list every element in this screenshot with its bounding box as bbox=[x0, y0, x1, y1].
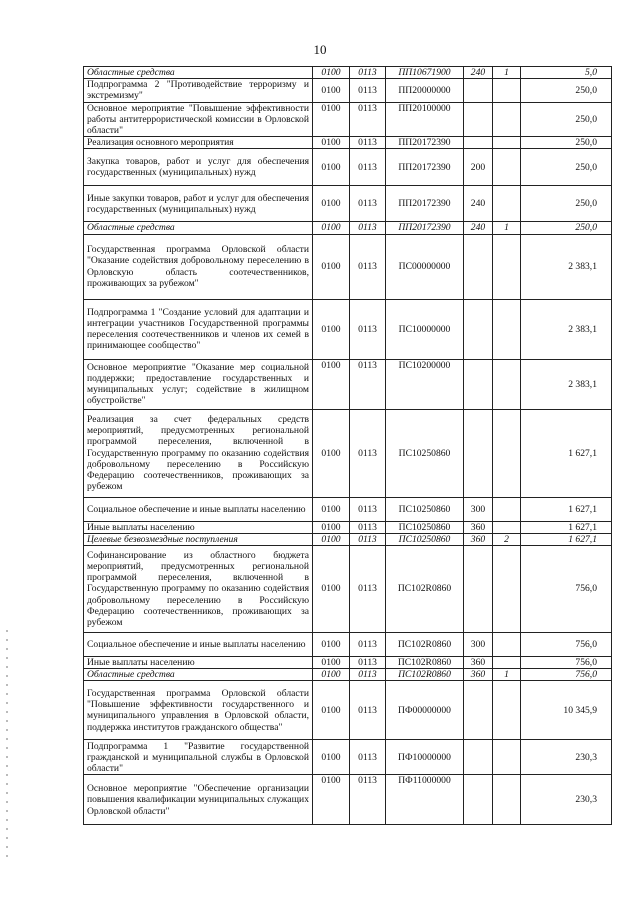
row-name: Основное мероприятие "Оказание мер социальной поддержки; предоставление государственных и муниципальных услуг; содействие в жилищном обустройстве" bbox=[84, 359, 313, 409]
table-row bbox=[84, 409, 612, 497]
row-name: Государственная программа Орловской области "Повышение эффективности государственного и муниципального управления в Орловской области, поддержка институтов гражданского общества" bbox=[84, 681, 313, 740]
section-code: 0100 bbox=[313, 533, 350, 545]
target-article-code: ПФ11000000 bbox=[386, 775, 464, 825]
scan-edge-marks bbox=[6, 630, 8, 860]
expense-type-code: 300 bbox=[464, 633, 493, 657]
table-row bbox=[84, 497, 612, 521]
row-name: Социальное обеспечение и иные выплаты населению bbox=[84, 633, 313, 657]
budget-table bbox=[83, 66, 612, 825]
section-code: 0100 bbox=[313, 546, 350, 633]
section-code: 0100 bbox=[313, 409, 350, 497]
target-article-code: ПП20172390 bbox=[386, 186, 464, 222]
section-code: 0100 bbox=[313, 222, 350, 234]
subsection-code: 0113 bbox=[350, 633, 386, 657]
subsection-code: 0113 bbox=[350, 186, 386, 222]
amount: 250,0 bbox=[521, 222, 612, 234]
subsection-code: 0113 bbox=[350, 533, 386, 545]
expense-type-code bbox=[464, 546, 493, 633]
amount: 250,0 bbox=[521, 79, 612, 102]
section-code: 0100 bbox=[313, 521, 350, 533]
expense-type-code: 240 bbox=[464, 222, 493, 234]
target-article-code: ПС10250860 bbox=[386, 497, 464, 521]
target-article-code: ПС102R0860 bbox=[386, 633, 464, 657]
section-code: 0100 bbox=[313, 186, 350, 222]
funding-source-code bbox=[493, 681, 521, 740]
row-name: Основное мероприятие "Повышение эффективности работы антитеррористической комиссии в Орловской области" bbox=[84, 102, 313, 137]
funding-source-code: 2 bbox=[493, 533, 521, 545]
amount: 1 627,1 bbox=[521, 521, 612, 533]
table-row bbox=[84, 681, 612, 740]
expense-type-code bbox=[464, 234, 493, 299]
subsection-code: 0113 bbox=[350, 137, 386, 149]
target-article-code: ПФ10000000 bbox=[386, 740, 464, 775]
target-article-code: ПП10671900 bbox=[386, 67, 464, 79]
subsection-code: 0113 bbox=[350, 657, 386, 669]
target-article-code: ПП20000000 bbox=[386, 79, 464, 102]
amount: 10 345,9 bbox=[521, 681, 612, 740]
row-name: Государственная программа Орловской области "Оказание содействия добровольному переселению в Орловскую область соотечественников, проживающих за рубежом" bbox=[84, 234, 313, 299]
section-code: 0100 bbox=[313, 137, 350, 149]
budget-table-body bbox=[84, 67, 612, 825]
section-code: 0100 bbox=[313, 67, 350, 79]
amount: 756,0 bbox=[521, 546, 612, 633]
expense-type-code: 360 bbox=[464, 533, 493, 545]
row-name: Областные средства bbox=[84, 222, 313, 234]
amount: 756,0 bbox=[521, 657, 612, 669]
target-article-code: ПФ00000000 bbox=[386, 681, 464, 740]
expense-type-code: 200 bbox=[464, 149, 493, 186]
target-article-code: ПС10250860 bbox=[386, 533, 464, 545]
funding-source-code: 1 bbox=[493, 669, 521, 681]
funding-source-code bbox=[493, 409, 521, 497]
amount: 230,3 bbox=[521, 740, 612, 775]
funding-source-code bbox=[493, 79, 521, 102]
section-code: 0100 bbox=[313, 234, 350, 299]
amount: 250,0 bbox=[521, 186, 612, 222]
row-name: Иные выплаты населению bbox=[84, 657, 313, 669]
expense-type-code bbox=[464, 299, 493, 359]
target-article-code: ПС10200000 bbox=[386, 359, 464, 409]
row-name: Социальное обеспечение и иные выплаты населению bbox=[84, 497, 313, 521]
target-article-code: ПП20100000 bbox=[386, 102, 464, 137]
funding-source-code bbox=[493, 521, 521, 533]
target-article-code: ПС10000000 bbox=[386, 299, 464, 359]
table-row bbox=[84, 149, 612, 186]
funding-source-code bbox=[493, 497, 521, 521]
funding-source-code bbox=[493, 137, 521, 149]
expense-type-code: 300 bbox=[464, 497, 493, 521]
amount: 1 627,1 bbox=[521, 497, 612, 521]
subsection-code: 0113 bbox=[350, 79, 386, 102]
table-row bbox=[84, 67, 612, 79]
row-name: Целевые безвозмездные поступления bbox=[84, 533, 313, 545]
section-code: 0100 bbox=[313, 775, 350, 825]
page-number: 10 bbox=[313, 42, 327, 57]
expense-type-code bbox=[464, 681, 493, 740]
table-row bbox=[84, 234, 612, 299]
amount: 2 383,1 bbox=[521, 234, 612, 299]
subsection-code: 0113 bbox=[350, 740, 386, 775]
subsection-code: 0113 bbox=[350, 681, 386, 740]
subsection-code: 0113 bbox=[350, 775, 386, 825]
amount: 2 383,1 bbox=[521, 299, 612, 359]
amount: 756,0 bbox=[521, 669, 612, 681]
target-article-code: ПС102R0860 bbox=[386, 546, 464, 633]
table-row bbox=[84, 775, 612, 825]
subsection-code: 0113 bbox=[350, 102, 386, 137]
table-row bbox=[84, 546, 612, 633]
expense-type-code bbox=[464, 359, 493, 409]
row-name: Подпрограмма 1 "Развитие государственной гражданской и муниципальной службы в Орловской области" bbox=[84, 740, 313, 775]
expense-type-code: 240 bbox=[464, 186, 493, 222]
funding-source-code bbox=[493, 657, 521, 669]
section-code: 0100 bbox=[313, 633, 350, 657]
section-code: 0100 bbox=[313, 79, 350, 102]
funding-source-code: 1 bbox=[493, 67, 521, 79]
expense-type-code bbox=[464, 102, 493, 137]
row-name: Иные выплаты населению bbox=[84, 521, 313, 533]
target-article-code: ПС00000000 bbox=[386, 234, 464, 299]
section-code: 0100 bbox=[313, 740, 350, 775]
subsection-code: 0113 bbox=[350, 222, 386, 234]
expense-type-code bbox=[464, 740, 493, 775]
table-row bbox=[84, 222, 612, 234]
table-row bbox=[84, 186, 612, 222]
funding-source-code bbox=[493, 775, 521, 825]
subsection-code: 0113 bbox=[350, 497, 386, 521]
row-name: Иные закупки товаров, работ и услуг для обеспечения государственных (муниципальных) нужд bbox=[84, 186, 313, 222]
amount: 250,0 bbox=[521, 137, 612, 149]
table-row bbox=[84, 669, 612, 681]
subsection-code: 0113 bbox=[350, 149, 386, 186]
target-article-code: ПС102R0860 bbox=[386, 657, 464, 669]
amount: 1 627,1 bbox=[521, 533, 612, 545]
target-article-code: ПП20172390 bbox=[386, 137, 464, 149]
section-code: 0100 bbox=[313, 497, 350, 521]
amount: 1 627,1 bbox=[521, 409, 612, 497]
funding-source-code bbox=[493, 740, 521, 775]
expense-type-code bbox=[464, 137, 493, 149]
funding-source-code bbox=[493, 234, 521, 299]
table-row bbox=[84, 633, 612, 657]
target-article-code: ПП20172390 bbox=[386, 149, 464, 186]
subsection-code: 0113 bbox=[350, 521, 386, 533]
expense-type-code: 360 bbox=[464, 669, 493, 681]
table-row bbox=[84, 102, 612, 137]
subsection-code: 0113 bbox=[350, 359, 386, 409]
subsection-code: 0113 bbox=[350, 67, 386, 79]
table-row bbox=[84, 521, 612, 533]
expense-type-code bbox=[464, 409, 493, 497]
section-code: 0100 bbox=[313, 681, 350, 740]
section-code: 0100 bbox=[313, 102, 350, 137]
amount: 756,0 bbox=[521, 633, 612, 657]
subsection-code: 0113 bbox=[350, 234, 386, 299]
target-article-code: ПС10250860 bbox=[386, 409, 464, 497]
row-name: Реализация основного мероприятия bbox=[84, 137, 313, 149]
funding-source-code bbox=[493, 102, 521, 137]
target-article-code: ПП20172390 bbox=[386, 222, 464, 234]
funding-source-code bbox=[493, 299, 521, 359]
funding-source-code bbox=[493, 633, 521, 657]
section-code: 0100 bbox=[313, 149, 350, 186]
section-code: 0100 bbox=[313, 669, 350, 681]
expense-type-code: 360 bbox=[464, 657, 493, 669]
row-name: Областные средства bbox=[84, 669, 313, 681]
amount: 250,0 bbox=[521, 149, 612, 186]
amount: 5,0 bbox=[521, 67, 612, 79]
row-name: Софинансирование из областного бюджета мероприятий, предусмотренных региональной программой переселения, включенной в Государственную программу по оказанию содействия добровольному переселению в Российскую Федерацию соотечественников, проживающих за рубежом bbox=[84, 546, 313, 633]
table-row bbox=[84, 657, 612, 669]
subsection-code: 0113 bbox=[350, 546, 386, 633]
section-code: 0100 bbox=[313, 299, 350, 359]
row-name: Основное мероприятие "Обеспечение организации повышения квалификации муниципальных служащих Орловской области" bbox=[84, 775, 313, 825]
row-name: Подпрограмма 1 "Создание условий для адаптации и интеграции участников Государственной программы переселения соотечественников и членов их семей в принимающее сообщество" bbox=[84, 299, 313, 359]
row-name: Подпрограмма 2 "Противодействие терроризму и экстремизму" bbox=[84, 79, 313, 102]
table-row bbox=[84, 299, 612, 359]
table-row bbox=[84, 137, 612, 149]
row-name: Областные средства bbox=[84, 67, 313, 79]
funding-source-code: 1 bbox=[493, 222, 521, 234]
amount: 250,0 bbox=[521, 102, 612, 137]
row-name: Закупка товаров, работ и услуг для обеспечения государственных (муниципальных) нужд bbox=[84, 149, 313, 186]
funding-source-code bbox=[493, 186, 521, 222]
subsection-code: 0113 bbox=[350, 669, 386, 681]
amount: 230,3 bbox=[521, 775, 612, 825]
subsection-code: 0113 bbox=[350, 299, 386, 359]
row-name: Реализация за счет федеральных средств мероприятий, предусмотренных региональной программой переселения, включенной в Государственную программу по оказанию содействия добровольному переселению в Российскую Федерацию соотечественников, проживающих за рубежом bbox=[84, 409, 313, 497]
table-row bbox=[84, 79, 612, 102]
target-article-code: ПС10250860 bbox=[386, 521, 464, 533]
section-code: 0100 bbox=[313, 657, 350, 669]
funding-source-code bbox=[493, 149, 521, 186]
expense-type-code: 240 bbox=[464, 67, 493, 79]
amount: 2 383,1 bbox=[521, 359, 612, 409]
table-row bbox=[84, 359, 612, 409]
table-row bbox=[84, 533, 612, 545]
section-code: 0100 bbox=[313, 359, 350, 409]
expense-type-code bbox=[464, 79, 493, 102]
funding-source-code bbox=[493, 359, 521, 409]
table-row bbox=[84, 740, 612, 775]
subsection-code: 0113 bbox=[350, 409, 386, 497]
expense-type-code: 360 bbox=[464, 521, 493, 533]
target-article-code: ПС102R0860 bbox=[386, 669, 464, 681]
funding-source-code bbox=[493, 546, 521, 633]
expense-type-code bbox=[464, 775, 493, 825]
